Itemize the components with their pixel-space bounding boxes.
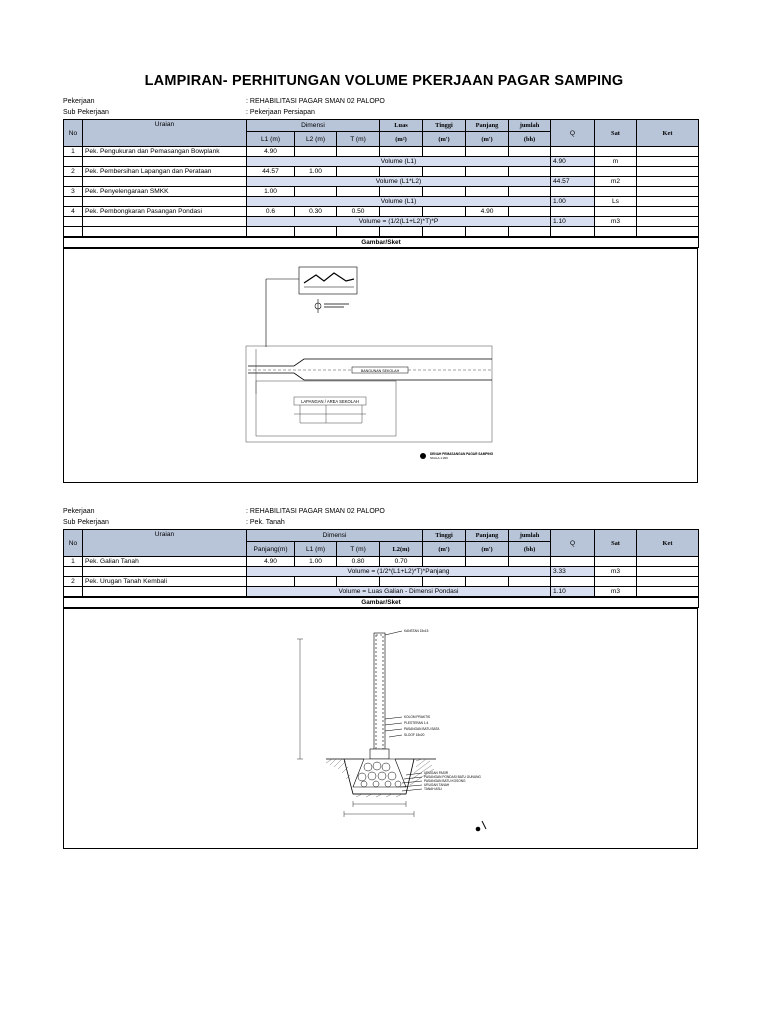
col-q: Q (551, 120, 595, 147)
unit-cell: (m') (466, 132, 509, 147)
row-no: 2 (64, 167, 83, 177)
row-c5 (423, 167, 466, 177)
row-c4 (380, 207, 423, 217)
section-meta (63, 97, 698, 119)
sub-pekerjaan-label: Sub Pekerjaan (63, 519, 109, 526)
row-c4 (380, 577, 423, 587)
section-persiapan (63, 97, 698, 483)
sketch-scale: SKALA 1:200 (430, 456, 448, 460)
row-c7 (509, 147, 551, 157)
row-uraian (83, 157, 247, 167)
col-ket: Ket (637, 530, 699, 557)
sketch-label: URUGAN PASIR (424, 771, 449, 775)
row-c6: 4.90 (466, 207, 509, 217)
formula-row (64, 217, 699, 227)
sketch-label: PLESTERAN 1:4 (404, 721, 429, 725)
row-q: 44.57 (551, 177, 595, 187)
row-c2: 1.00 (295, 557, 337, 567)
section-meta (63, 507, 698, 529)
row-q: 4.90 (551, 157, 595, 167)
unit-cell: (bh) (509, 542, 551, 557)
empty-row (64, 227, 699, 238)
col-dimensi: Dimensi (247, 120, 380, 132)
row-uraian: Pek. Pengukuran dan Pemasangan Bowplank (83, 147, 247, 157)
row-no (64, 587, 83, 598)
col-panjang: Panjang (466, 120, 509, 132)
sub-pekerjaan-value: : Pekerjaan Persiapan (246, 109, 315, 116)
row-no: 1 (64, 147, 83, 157)
col-sat: Sat (595, 120, 637, 147)
row-sat (595, 557, 637, 567)
row-no (64, 197, 83, 207)
row-q: 1.00 (551, 197, 595, 207)
page-title: LAMPIRAN- PERHITUNGAN VOLUME PKERJAAN PAGAR SAMPING (144, 73, 624, 89)
row-q (551, 577, 595, 587)
col-no: No (64, 120, 83, 147)
row-no (64, 217, 83, 227)
sketch-title: DENAH PEMASANGAN PAGAR SAMPING (430, 452, 494, 456)
row-c2 (295, 577, 337, 587)
gambar-row (64, 237, 699, 248)
row-c3 (337, 147, 380, 157)
unit-cell: T (m) (337, 132, 380, 147)
row-c6 (466, 577, 509, 587)
row-c5 (423, 577, 466, 587)
row-ket (637, 567, 699, 577)
row-ket (637, 207, 699, 217)
row-no: 2 (64, 577, 83, 587)
row-ket (637, 147, 699, 157)
gambar-label: Gambar/Sket (64, 237, 699, 248)
sketch-label: BANGUNAN SEKOLAH (360, 369, 400, 373)
volume-table (63, 529, 699, 608)
table-row (64, 207, 699, 217)
row-c5 (423, 207, 466, 217)
unit-cell: (m') (466, 542, 509, 557)
unit-cell: L2(m) (380, 542, 423, 557)
row-uraian (83, 217, 247, 227)
sketch-label: KANSTAN 15x15 (404, 629, 429, 633)
row-q (551, 187, 595, 197)
row-c4 (380, 167, 423, 177)
row-uraian: Pek. Pembongkaran Pasangan Pondasi (83, 207, 247, 217)
table-header-row (64, 530, 699, 542)
sketch-label: SLOOF 15x20 (404, 733, 425, 737)
row-c1: 1.00 (247, 187, 295, 197)
sub-pekerjaan-value: : Pek. Tanah (246, 519, 285, 526)
row-sat: Ls (595, 197, 637, 207)
row-no: 3 (64, 187, 83, 197)
row-q: 1.10 (551, 217, 595, 227)
row-q (551, 147, 595, 157)
row-c7 (509, 577, 551, 587)
pekerjaan-label: Pekerjaan (63, 508, 95, 515)
row-no (64, 157, 83, 167)
unit-cell: (m') (423, 542, 466, 557)
sub-pekerjaan-label: Sub Pekerjaan (63, 109, 109, 116)
row-c3 (337, 187, 380, 197)
row-uraian: Pek. Galian Tanah (83, 557, 247, 567)
col-dimensi: Dimensi (247, 530, 423, 542)
row-uraian (83, 177, 247, 187)
row-sat: m3 (595, 217, 637, 227)
row-sat: m2 (595, 177, 637, 187)
sub-pekerjaan-row (63, 518, 698, 528)
volume-table (63, 119, 699, 248)
row-q (551, 167, 595, 177)
sketch-label: URUGAN TANAH (424, 783, 450, 787)
table-row (64, 577, 699, 587)
sketch-label: PASANGAN PONDASI BATU GUNUNG (424, 775, 481, 779)
row-no: 4 (64, 207, 83, 217)
row-uraian: Pek. Penyelengaraan SMKK (83, 187, 247, 197)
col-uraian: Uraian (83, 530, 247, 557)
row-c6 (466, 147, 509, 157)
pekerjaan-row (63, 97, 698, 107)
col-jumlah: jumlah (509, 120, 551, 132)
sketch-label: TANAH ASLI (424, 787, 443, 791)
row-c7 (509, 557, 551, 567)
unit-cell: (bh) (509, 132, 551, 147)
row-c2 (295, 147, 337, 157)
row-ket (637, 187, 699, 197)
col-q: Q (551, 530, 595, 557)
sub-pekerjaan-row (63, 108, 698, 118)
row-ket (637, 167, 699, 177)
row-c1 (247, 577, 295, 587)
row-no (64, 177, 83, 187)
table-row (64, 187, 699, 197)
col-no: No (64, 530, 83, 557)
row-c5 (423, 187, 466, 197)
table-header-row (64, 120, 699, 132)
col-luas: Luas (380, 120, 423, 132)
row-c3 (337, 167, 380, 177)
volume-formula: Volume = Luas Galian - Dimensi Pondasi (247, 587, 551, 598)
row-c1: 4.90 (247, 557, 295, 567)
table-row (64, 167, 699, 177)
row-c4 (380, 187, 423, 197)
row-c7 (509, 207, 551, 217)
row-c7 (509, 167, 551, 177)
row-uraian: Pek. Urugan Tanah Kembali (83, 577, 247, 587)
unit-cell: (m') (423, 132, 466, 147)
north-arrow-icon (420, 453, 426, 459)
col-ket: Ket (637, 120, 699, 147)
volume-formula: Volume (L1*L2) (247, 177, 551, 187)
row-c5 (423, 147, 466, 157)
row-ket (637, 587, 699, 598)
formula-row (64, 177, 699, 187)
row-q: 3.33 (551, 567, 595, 577)
row-ket (637, 197, 699, 207)
gambar-row (64, 597, 699, 608)
sketch-panel (63, 608, 698, 849)
row-no (64, 567, 83, 577)
row-c6 (466, 187, 509, 197)
row-uraian (83, 567, 247, 577)
row-no: 1 (64, 557, 83, 567)
row-c3: 0.80 (337, 557, 380, 567)
volume-formula: Volume (L1) (247, 157, 551, 167)
volume-formula: Volume = (1/2(L1+L2)*T)*P (247, 217, 551, 227)
sketch-label: PASANGAN BATU KOSONG (424, 779, 466, 783)
row-sat (595, 187, 637, 197)
row-ket (637, 577, 699, 587)
formula-row (64, 197, 699, 207)
sketch-panel (63, 248, 698, 483)
row-uraian (83, 197, 247, 207)
unit-cell: L1 (m) (247, 132, 295, 147)
unit-cell: (m²) (380, 132, 423, 147)
row-q (551, 557, 595, 567)
unit-cell: Panjang(m) (247, 542, 295, 557)
volume-formula: Volume (L1) (247, 197, 551, 207)
row-c4: 0.70 (380, 557, 423, 567)
row-c3: 0.50 (337, 207, 380, 217)
sketch-label: LAPANGAN / AREA SEKOLAH (301, 399, 359, 404)
row-sat (595, 207, 637, 217)
row-sat: m (595, 157, 637, 167)
row-c1: 4.90 (247, 147, 295, 157)
pekerjaan-value: : REHABILITASI PAGAR SMAN 02 PALOPO (246, 98, 385, 105)
row-sat (595, 167, 637, 177)
row-ket (637, 557, 699, 567)
formula-row (64, 157, 699, 167)
unit-cell: L2 (m) (295, 132, 337, 147)
formula-row (64, 567, 699, 577)
row-sat: m3 (595, 587, 637, 598)
col-tinggi: Tinggi (423, 120, 466, 132)
pekerjaan-value: : REHABILITASI PAGAR SMAN 02 PALOPO (246, 508, 385, 515)
col-uraian: Uraian (83, 120, 247, 147)
row-c1: 0.6 (247, 207, 295, 217)
pekerjaan-row (63, 507, 698, 517)
row-q (551, 207, 595, 217)
row-q: 1.10 (551, 587, 595, 598)
table-row (64, 557, 699, 567)
row-sat (595, 577, 637, 587)
row-ket (637, 217, 699, 227)
row-c7 (509, 187, 551, 197)
foundation-section-drawing (64, 609, 699, 850)
row-c2 (295, 187, 337, 197)
row-sat: m3 (595, 567, 637, 577)
formula-row (64, 587, 699, 598)
table-row (64, 147, 699, 157)
unit-cell: L1 (m) (295, 542, 337, 557)
col-sat: Sat (595, 530, 637, 557)
section-tanah (63, 507, 698, 849)
site-plan-drawing (64, 249, 699, 484)
gambar-label: Gambar/Sket (64, 597, 699, 608)
row-c6 (466, 557, 509, 567)
row-c2: 0.30 (295, 207, 337, 217)
row-ket (637, 157, 699, 167)
pekerjaan-label: Pekerjaan (63, 98, 95, 105)
unit-cell: T (m) (337, 542, 380, 557)
row-c2: 1.00 (295, 167, 337, 177)
row-uraian: Pek. Pembersihan Lapangan dan Perataan (83, 167, 247, 177)
row-c4 (380, 147, 423, 157)
row-ket (637, 177, 699, 187)
row-uraian (83, 587, 247, 598)
row-sat (595, 147, 637, 157)
col-panjang: Panjang (466, 530, 509, 542)
col-jumlah: jumlah (509, 530, 551, 542)
row-c6 (466, 167, 509, 177)
row-c5 (423, 557, 466, 567)
row-c1: 44.57 (247, 167, 295, 177)
sketch-label: PASANGAN BATU BATA (404, 727, 440, 731)
volume-formula: Volume = (1/2*(L1+L2)*T)*Panjang (247, 567, 551, 577)
row-c3 (337, 577, 380, 587)
sketch-label: KOLOM PRAKTIS (404, 715, 431, 719)
col-tinggi: Tinggi (423, 530, 466, 542)
